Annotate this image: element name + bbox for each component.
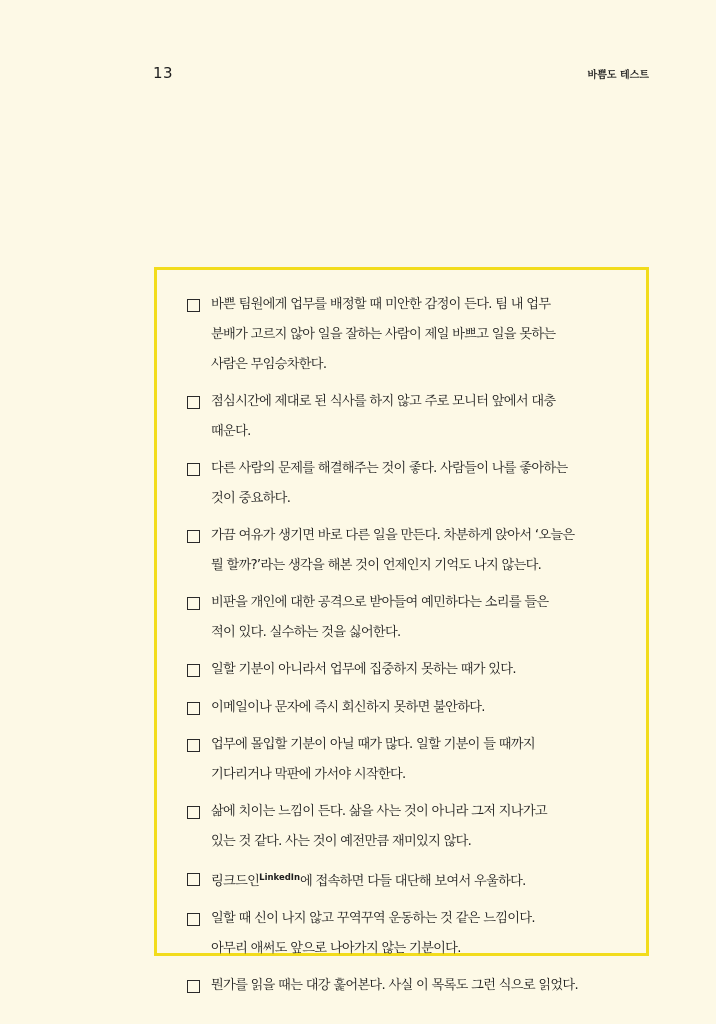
checklist-item xyxy=(187,588,619,648)
checklist-item xyxy=(187,655,619,685)
checklist-item-text: 다른 사람의 문제를 해결해주는 것이 좋다. 사람들이 나를 좋아하는 것이 중요하다. xyxy=(211,460,568,506)
checklist-item xyxy=(187,693,619,723)
item-text-before: 링크드인 xyxy=(211,874,260,890)
checklist xyxy=(187,290,619,1009)
checklist-item-text: 일할 기분이 아니라서 업무에 집중하지 못하는 때가 있다. xyxy=(211,662,516,678)
checklist-item-text: 업무에 몰입할 기분이 아닐 때가 많다. 일할 기분이 들 때까지 기다리거나 막판에 가서야 시작한다. xyxy=(211,736,535,782)
checkbox[interactable] xyxy=(187,299,200,312)
checkbox[interactable] xyxy=(187,980,200,993)
english-superscript: LinkedIn xyxy=(259,873,301,884)
checklist-item-text: 비판을 개인에 대한 공격으로 받아들여 예민하다는 소리를 들은 적이 있다. 실수하는 것을 싫어한다. xyxy=(211,595,549,640)
checklist-item-text xyxy=(211,864,526,897)
checkbox[interactable] xyxy=(187,913,200,926)
checklist-item xyxy=(187,904,619,964)
checklist-item xyxy=(187,971,619,1001)
checklist-item-text: 가끔 여유가 생기면 바로 다른 일을 만든다. 차분하게 앉아서 ‘오늘은 뭘 할까?’라는 생각을 해본 것이 언제인지 기억도 나지 않는다. xyxy=(211,528,575,573)
checkbox[interactable] xyxy=(187,702,200,715)
checklist-item-text: 뭔가를 읽을 때는 대강 훑어본다. 사실 이 목록도 그런 식으로 읽었다. xyxy=(211,978,578,994)
checklist-item-text: 이메일이나 문자에 즉시 회신하지 못하면 불안하다. xyxy=(211,699,485,715)
checkbox[interactable] xyxy=(187,396,200,409)
checklist-box xyxy=(154,267,649,994)
checklist-item xyxy=(187,730,619,790)
checklist-item xyxy=(187,521,619,581)
page-number: 13 xyxy=(153,64,174,82)
checklist-item xyxy=(187,290,619,379)
checkbox[interactable] xyxy=(187,739,200,752)
checkbox[interactable] xyxy=(187,463,200,476)
checkbox[interactable] xyxy=(187,806,200,819)
checklist-item-text: 삶에 치이는 느낌이 든다. 삶을 사는 것이 아니라 그저 지나가고 있는 것 같다. 사는 것이 예전만큼 재미있지 않다. xyxy=(211,803,547,849)
checkbox[interactable] xyxy=(187,530,200,543)
checklist-item-text: 일할 때 신이 나지 않고 꾸역꾸역 운동하는 것 같은 느낌이다. 아무리 애써도 앞으로 나아가지 않는 기분이다. xyxy=(211,911,535,957)
checkbox[interactable] xyxy=(187,664,200,677)
running-title: 바쁨도 테스트 xyxy=(587,70,649,81)
checkbox[interactable] xyxy=(187,873,200,886)
checklist-item-text: 점심시간에 제대로 된 식사를 하지 않고 주로 모니터 앞에서 대충 때운다. xyxy=(211,393,556,439)
checklist-item xyxy=(187,797,619,857)
checklist-item xyxy=(187,864,619,897)
item-text-after: 에 접속하면 다들 대단해 보여서 우울하다. xyxy=(300,874,526,890)
checklist-item xyxy=(187,454,619,514)
checklist-item xyxy=(187,387,619,447)
checkbox[interactable] xyxy=(187,597,200,610)
checklist-item-text: 바쁜 팀원에게 업무를 배정할 때 미안한 감정이 든다. 팀 내 업무 분배가 고르지 않아 일을 잘하는 사람이 제일 바쁘고 일을 못하는 사람은 무임승차한다. xyxy=(211,297,556,372)
